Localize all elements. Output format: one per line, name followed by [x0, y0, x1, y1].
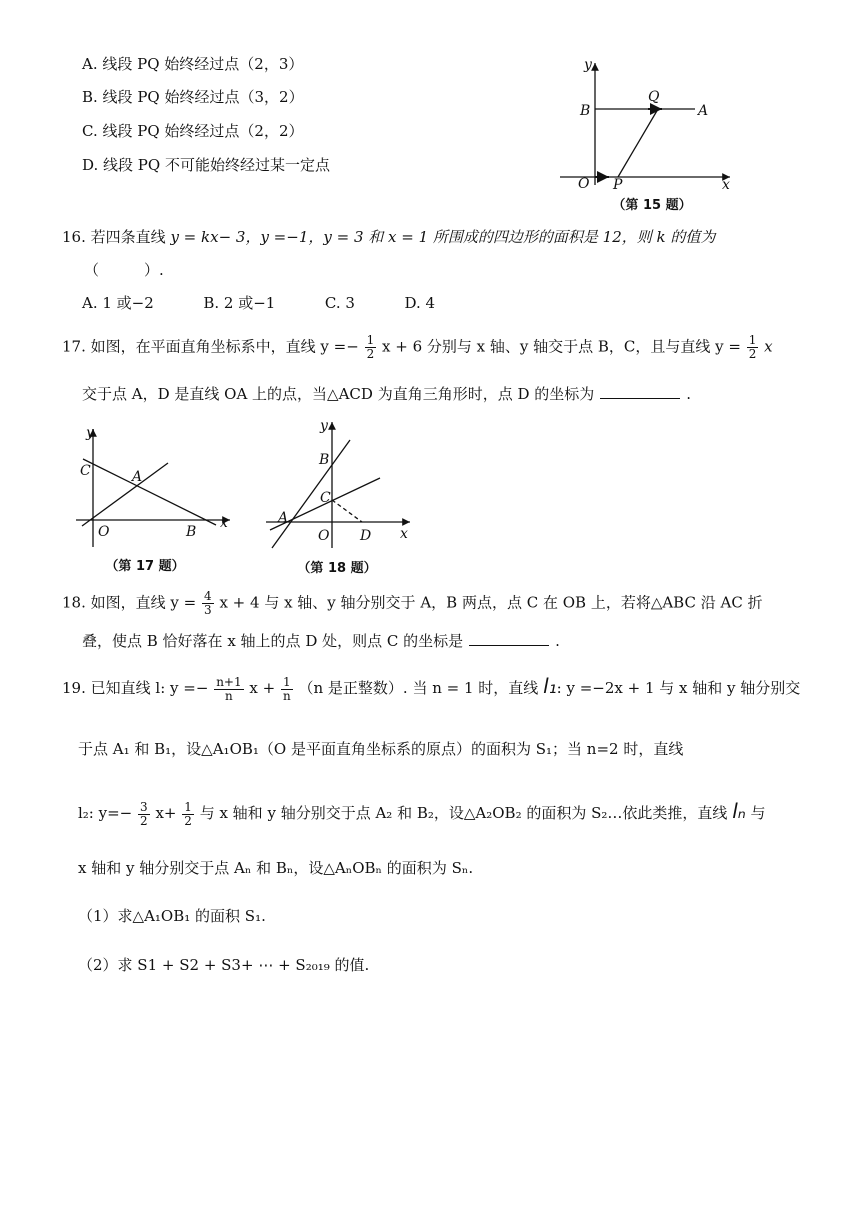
label-x: x — [722, 177, 730, 190]
q19-frac2-den: n — [282, 688, 291, 703]
q19-frac2-num: 1 — [281, 676, 293, 690]
q19-part2: （2）求 S1 + S2 + S3+ ⋯ + S₂₀₁₉ 的值. — [78, 956, 370, 974]
label-a: A — [698, 103, 709, 119]
q16-option-b: B. 2 或−1 — [203, 294, 276, 312]
q15-caption: （第 15 题） — [612, 198, 692, 213]
q19-part1: （1）求△A₁OB₁ 的面积 S₁. — [78, 907, 266, 925]
label-c: C — [80, 463, 91, 479]
q19-line2: 于点 A₁ 和 B₁，设△A₁OB₁（O 是平面直角坐标系的原点）的面积为 S₁；当 n=2 时，直线 — [78, 740, 684, 758]
q18-text-a: 如图，直线 y = — [90, 593, 197, 612]
q19-frac2 — [281, 676, 293, 703]
label-a: A — [132, 469, 143, 485]
label-p: P — [613, 177, 623, 190]
q17-frac2-den: 2 — [748, 347, 757, 361]
q18-answer-blank[interactable] — [469, 631, 549, 646]
q15-option-b: B. 线段 PQ 始终经过点（3，2） — [82, 88, 304, 106]
q17-frac2 — [747, 334, 759, 361]
q17-frac1 — [365, 334, 377, 361]
segment-pq — [618, 109, 658, 177]
q17-answer-blank[interactable] — [600, 384, 680, 399]
q16-option-d: D. 4 — [404, 294, 436, 312]
q19-frac1-den: n — [225, 688, 233, 703]
label-o: O — [578, 176, 590, 190]
label-b: B — [186, 524, 197, 540]
q19-line3-a: l₂: y=− — [78, 804, 133, 822]
q17-number: 17. — [62, 337, 86, 356]
q17-text-a: 如图，在平面直角坐标系中，直线 y =− — [90, 337, 359, 356]
q19-frac1-num: n+1 — [216, 674, 242, 689]
label-y: y — [86, 425, 94, 441]
q17-caption: （第 17 题） — [105, 559, 185, 574]
q19-line4: x 轴和 y 轴分别交于点 Aₙ 和 Bₙ，设△AₙOBₙ 的面积为 Sₙ. — [78, 859, 474, 877]
q18-text-b: x + 4 与 x 轴、y 轴分别交于 A，B 两点，点 C 在 OB 上，若将△ABC 沿 AC 折 — [219, 593, 763, 612]
label-b: B — [319, 452, 330, 468]
q16-options — [82, 292, 435, 314]
q17-line2-text: 交于点 A，D 是直线 OA 上的点，当△ACD 为直角三角形时，点 D 的坐标为 — [82, 385, 595, 403]
q18-line2-text: 叠，使点 B 恰好落在 x 轴上的点 D 处，则点 C 的坐标是 — [82, 632, 464, 650]
q15-option-a: A. 线段 PQ 始终经过点（2，3） — [82, 55, 304, 73]
q17-line1 — [62, 334, 773, 361]
q18-line2-end: . — [555, 632, 560, 650]
q19-number: 19. — [62, 679, 86, 697]
q17-line2-end: . — [686, 385, 692, 403]
q16-text-b: y = kx− 3，y =−1，y = 3 和 x = 1 所围成的四边形的面积是 12，则 k 的值为 — [170, 228, 716, 246]
q16-text-a: 若四条直线 — [90, 228, 166, 246]
q17-text-c: x — [764, 337, 773, 356]
q17-frac1-den: 2 — [366, 347, 375, 361]
q16-option-a: A. 1 或−2 — [82, 294, 154, 312]
label-q: Q — [648, 89, 660, 105]
q19-line3-d: 与 — [750, 804, 766, 822]
q18-line1 — [62, 590, 763, 617]
q19-line3-frac1-num: 3 — [140, 799, 148, 814]
q18-figure — [262, 418, 417, 558]
q19-line1 — [62, 675, 800, 703]
q19-text-a: 已知直线 l: y =− — [90, 679, 209, 697]
q16-paren: （ ）. — [84, 261, 164, 279]
line-ab — [272, 440, 350, 548]
q15-option-c: C. 线段 PQ 始终经过点（2，2） — [82, 122, 304, 140]
q17-line2 — [82, 383, 691, 405]
q17-text-b: x + 6 分别与 x 轴、y 轴交于点 B，C，且与直线 y = — [382, 337, 741, 356]
label-a: A — [278, 510, 289, 526]
label-c: C — [320, 490, 331, 506]
q19-line3-frac2-den: 2 — [184, 813, 192, 828]
q15-figure — [560, 55, 745, 190]
line-cb — [83, 459, 216, 525]
q17-frac1-num: 1 — [366, 333, 375, 347]
label-o: O — [318, 528, 330, 544]
q18-frac — [202, 590, 214, 617]
label-o: O — [98, 524, 110, 540]
label-x: x — [400, 526, 408, 542]
q18-line2 — [82, 630, 560, 652]
q19-text-d: : y =−2x + 1 与 x 轴和 y 轴分别交 — [556, 679, 801, 697]
q19-text-c: （n 是正整数）. 当 n = 1 时，直线 — [298, 679, 539, 697]
q18-number: 18. — [62, 593, 86, 612]
q16-option-c: C. 3 — [324, 294, 355, 312]
q19-line3-frac1 — [138, 801, 150, 828]
q17-figure — [68, 425, 238, 555]
q16-line1 — [62, 226, 715, 248]
q19-line3-c: 与 x 轴和 y 轴分别交于点 A₂ 和 B₂，设△A₂OB₂ 的面积为 S₂…依此类推，直线 — [199, 804, 728, 822]
segment-cd — [332, 500, 362, 522]
label-y: y — [320, 418, 328, 434]
label-y: y — [584, 57, 592, 73]
q18-caption: （第 18 题） — [297, 561, 377, 576]
label-x: x — [220, 515, 228, 531]
q17-frac2-num: 1 — [748, 333, 757, 347]
q15-option-d: D. 线段 PQ 不可能始终经过某一定点 — [82, 156, 330, 174]
q19-line3-frac1-den: 2 — [140, 813, 148, 828]
q19-hand-ln: lₙ — [732, 799, 746, 823]
label-b: B — [580, 103, 591, 119]
label-d: D — [360, 528, 372, 544]
q19-line3-b: x+ — [155, 804, 177, 822]
q19-text-b: x + — [249, 679, 276, 697]
q18-frac-num: 4 — [204, 589, 212, 603]
q19-frac1 — [214, 676, 243, 703]
q18-frac-den: 3 — [204, 603, 212, 617]
q19-line3-frac2-num: 1 — [184, 799, 192, 814]
q19-hand-l1: l₁ — [543, 674, 557, 698]
q16-number: 16. — [62, 228, 86, 246]
q19-line3-frac2 — [182, 801, 194, 828]
q19-line3 — [78, 800, 766, 828]
